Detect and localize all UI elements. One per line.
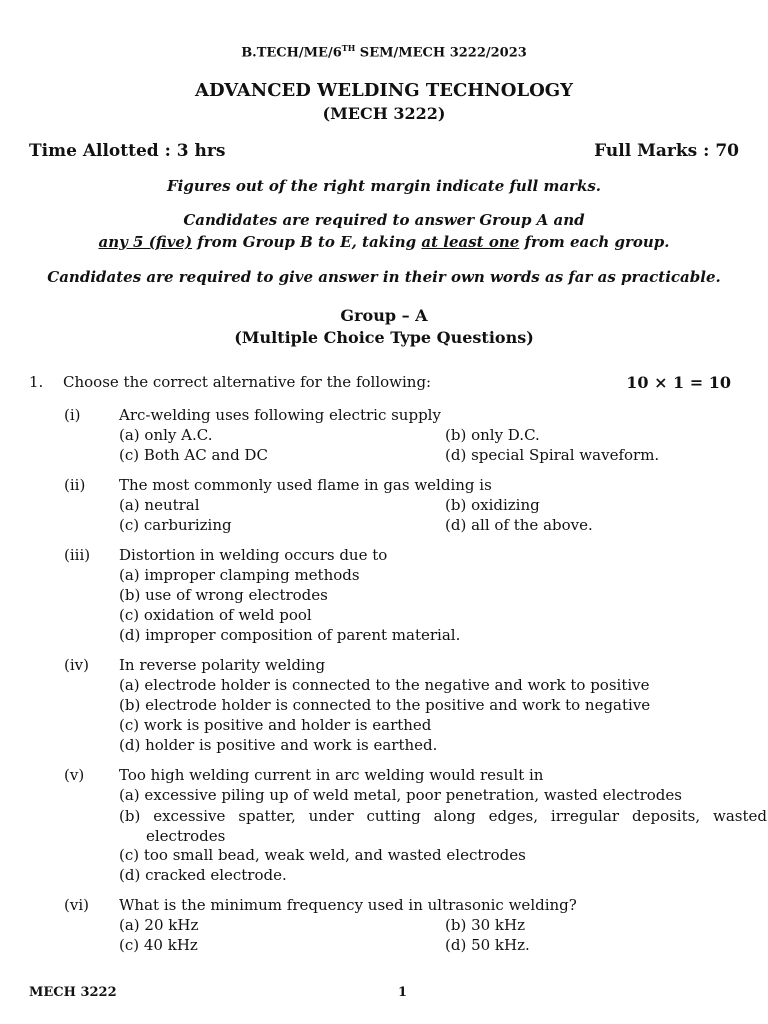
question-number: 1. xyxy=(29,373,44,391)
mcq-option: (b) 30 kHz xyxy=(445,916,526,934)
paper-subject-code: (MECH 3222) xyxy=(322,104,446,123)
mcq-option: (b) electrode holder is connected to the positive and work to negative xyxy=(119,696,651,714)
mcq-number: (iii) xyxy=(64,546,91,564)
mcq-option: (d) 50 kHz. xyxy=(445,936,530,954)
mcq-stem: The most commonly used flame in gas welding is xyxy=(119,476,492,494)
mcq-option: (d) improper composition of parent material. xyxy=(119,626,461,644)
group-title: Group – A xyxy=(340,306,428,325)
mcq-number: (i) xyxy=(64,406,81,424)
question-marks: 10 × 1 = 10 xyxy=(626,373,731,392)
paper-title: ADVANCED WELDING TECHNOLOGY xyxy=(194,80,574,101)
mcq-stem: Distortion in welding occurs due to xyxy=(119,546,388,564)
mcq-option: (c) too small bead, weak weld, and wasted electrodes xyxy=(119,846,526,864)
mcq-option: (d) holder is positive and work is earthed. xyxy=(119,736,438,754)
mcq-option: (b) only D.C. xyxy=(445,426,540,444)
mcq-stem: Too high welding current in arc welding would result in xyxy=(119,766,544,784)
mcq-option: (a) only A.C. xyxy=(119,426,213,444)
mcq-stem: Arc-welding uses following electric supply xyxy=(119,406,441,424)
mcq-option: (c) carburizing xyxy=(119,516,232,534)
mcq-number: (vi) xyxy=(64,896,89,914)
instruction-answer-line1: Candidates are required to answer Group A and xyxy=(183,211,585,229)
question-text: Choose the correct alternative for the following: xyxy=(63,373,432,391)
mcq-option: (a) neutral xyxy=(119,496,200,514)
exam-code: B.TECH/ME/6TH SEM/MECH 3222/2023 xyxy=(241,43,527,61)
mcq-option: (a) improper clamping methods xyxy=(119,566,360,584)
mcq-option: (c) Both AC and DC xyxy=(119,446,268,464)
mcq-option: (d) special Spiral waveform. xyxy=(445,446,660,464)
mcq-option: (a) 20 kHz xyxy=(119,916,199,934)
mcq-number: (ii) xyxy=(64,476,86,494)
mcq-option: (b) excessive spatter, under cutting along edges, irregular deposits, wasted electrodes xyxy=(119,807,767,845)
mcq-option: (a) electrode holder is connected to the negative and work to positive xyxy=(119,676,650,694)
mcq-option: (d) all of the above. xyxy=(445,516,593,534)
time-allotted: Time Allotted : 3 hrs xyxy=(29,141,226,161)
mcq-option: (b) use of wrong electrodes xyxy=(119,586,328,604)
full-marks: Full Marks : 70 xyxy=(594,141,739,161)
mcq-number: (v) xyxy=(64,766,85,784)
instruction-marks: Figures out of the right margin indicate full marks. xyxy=(166,177,602,195)
group-subtitle: (Multiple Choice Type Questions) xyxy=(234,328,534,347)
page-number: 1 xyxy=(398,985,408,1000)
mcq-number: (iv) xyxy=(64,656,89,674)
mcq-option: (d) cracked electrode. xyxy=(119,866,287,884)
instruction-own-words: Candidates are required to give answer in their own words as far as practicable. xyxy=(47,268,721,286)
mcq-option: (a) excessive piling up of weld metal, poor penetration, wasted electrodes xyxy=(119,786,682,804)
mcq-option: (b) oxidizing xyxy=(445,496,540,514)
mcq-option: (c) 40 kHz xyxy=(119,936,198,954)
mcq-option: (c) oxidation of weld pool xyxy=(119,606,312,624)
mcq-stem: In reverse polarity welding xyxy=(119,656,326,674)
footer-course-code: MECH 3222 xyxy=(29,985,117,1000)
mcq-stem: What is the minimum frequency used in ultrasonic welding? xyxy=(119,896,577,914)
instruction-answer-line2: any 5 (five) from Group B to E, taking at least one from each group. xyxy=(98,233,670,251)
mcq-option: (c) work is positive and holder is earthed xyxy=(119,716,432,734)
